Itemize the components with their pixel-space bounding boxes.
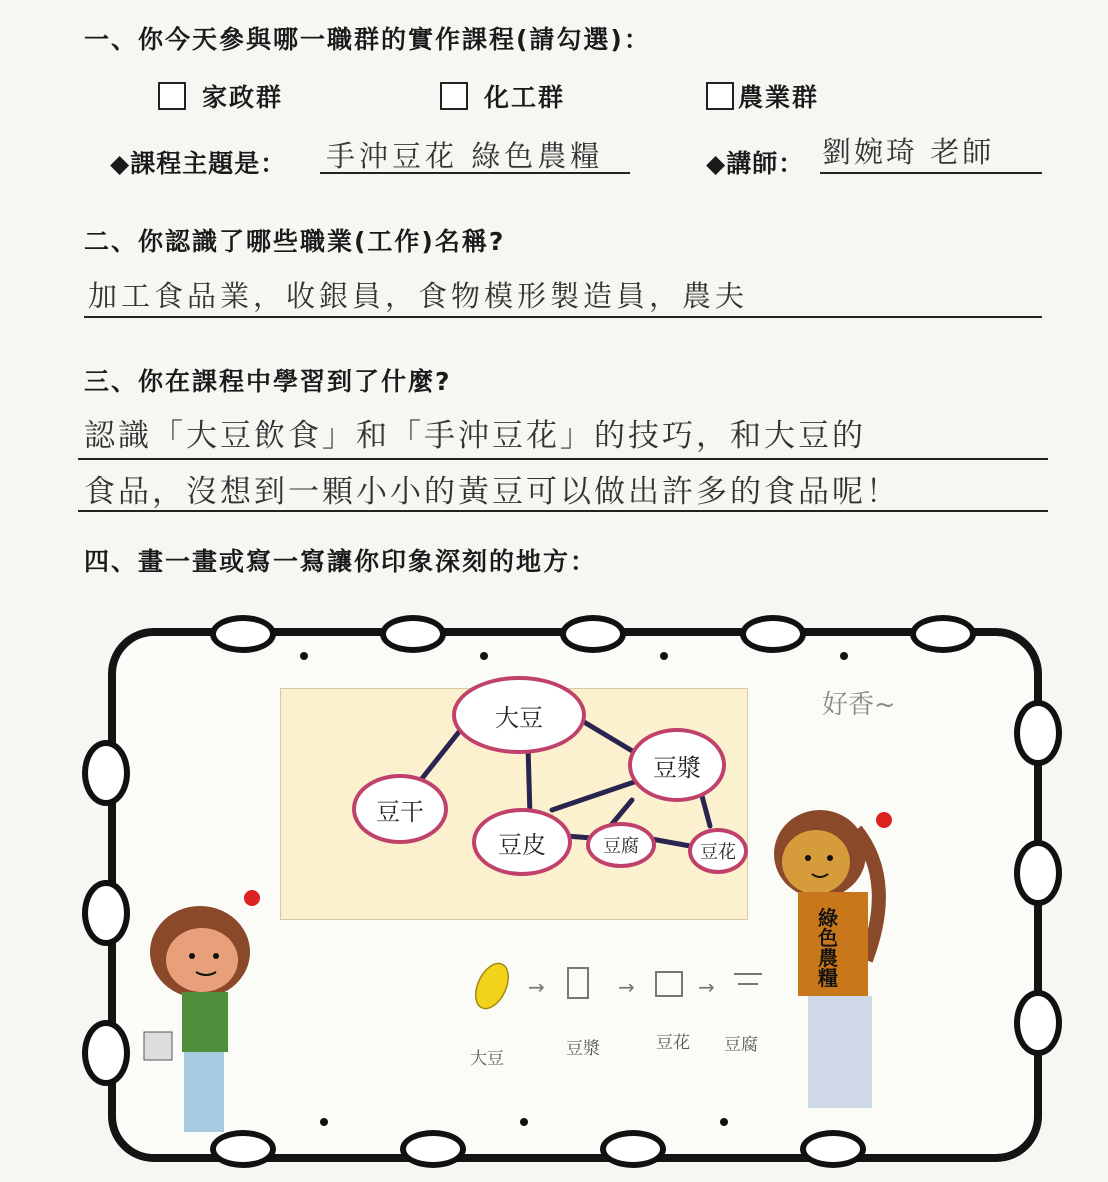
caption-smells-good: 好香~	[822, 690, 896, 720]
node-dried-tofu: 豆干	[352, 774, 448, 844]
option-label: 家政群	[202, 83, 284, 112]
teacher-label: ◆講師：	[706, 149, 805, 178]
question-2-answer: 加工食品業，收銀員，食物模形製造員，農夫	[88, 279, 749, 313]
question-1-title: 一、你今天參與哪一職群的實作課程(請勾選)：	[84, 25, 651, 54]
question-3-answer-line-2: 食品，沒想到一顆小小的黃豆可以做出許多的食品呢！	[84, 474, 900, 510]
question-3-title: 三、你在課程中學習到了什麼?	[84, 367, 452, 396]
question-3-answer-line-1: 認識「大豆飲食」和「手沖豆花」的技巧，和大豆的	[84, 418, 866, 454]
node-tofu-skin: 豆皮	[472, 808, 572, 876]
node-tofu-pudding: 豆花	[688, 828, 748, 874]
svg-text:→: →	[698, 975, 715, 999]
topic-value: 手沖豆花 綠色農糧	[326, 139, 604, 173]
process-step-tofu: 豆腐	[724, 1035, 758, 1055]
question-4-title: 四、畫一畫或寫一寫讓你印象深刻的地方：	[84, 547, 598, 576]
option-label: 農業群	[738, 83, 820, 112]
option-label: 化工群	[484, 83, 566, 112]
svg-text:→: →	[618, 975, 635, 999]
girl-student-drawing	[130, 880, 260, 1160]
shirt-text: 綠色農糧	[818, 906, 838, 990]
teacher-value: 劉婉琦 老師	[822, 135, 995, 169]
question-2-title: 二、你認識了哪些職業(工作)名稱?	[84, 227, 506, 256]
process-step-soy-milk: 豆漿	[566, 1039, 600, 1059]
node-soy-milk: 豆漿	[628, 728, 726, 802]
svg-text:→: →	[528, 975, 545, 999]
node-soybean: 大豆	[452, 676, 586, 754]
node-tofu: 豆腐	[586, 822, 656, 868]
process-step-soybean: 大豆	[470, 1049, 504, 1069]
process-step-tofu-pudding: 豆花	[656, 1033, 690, 1053]
topic-label: ◆課程主題是：	[110, 149, 287, 178]
process-icons	[470, 960, 790, 1020]
